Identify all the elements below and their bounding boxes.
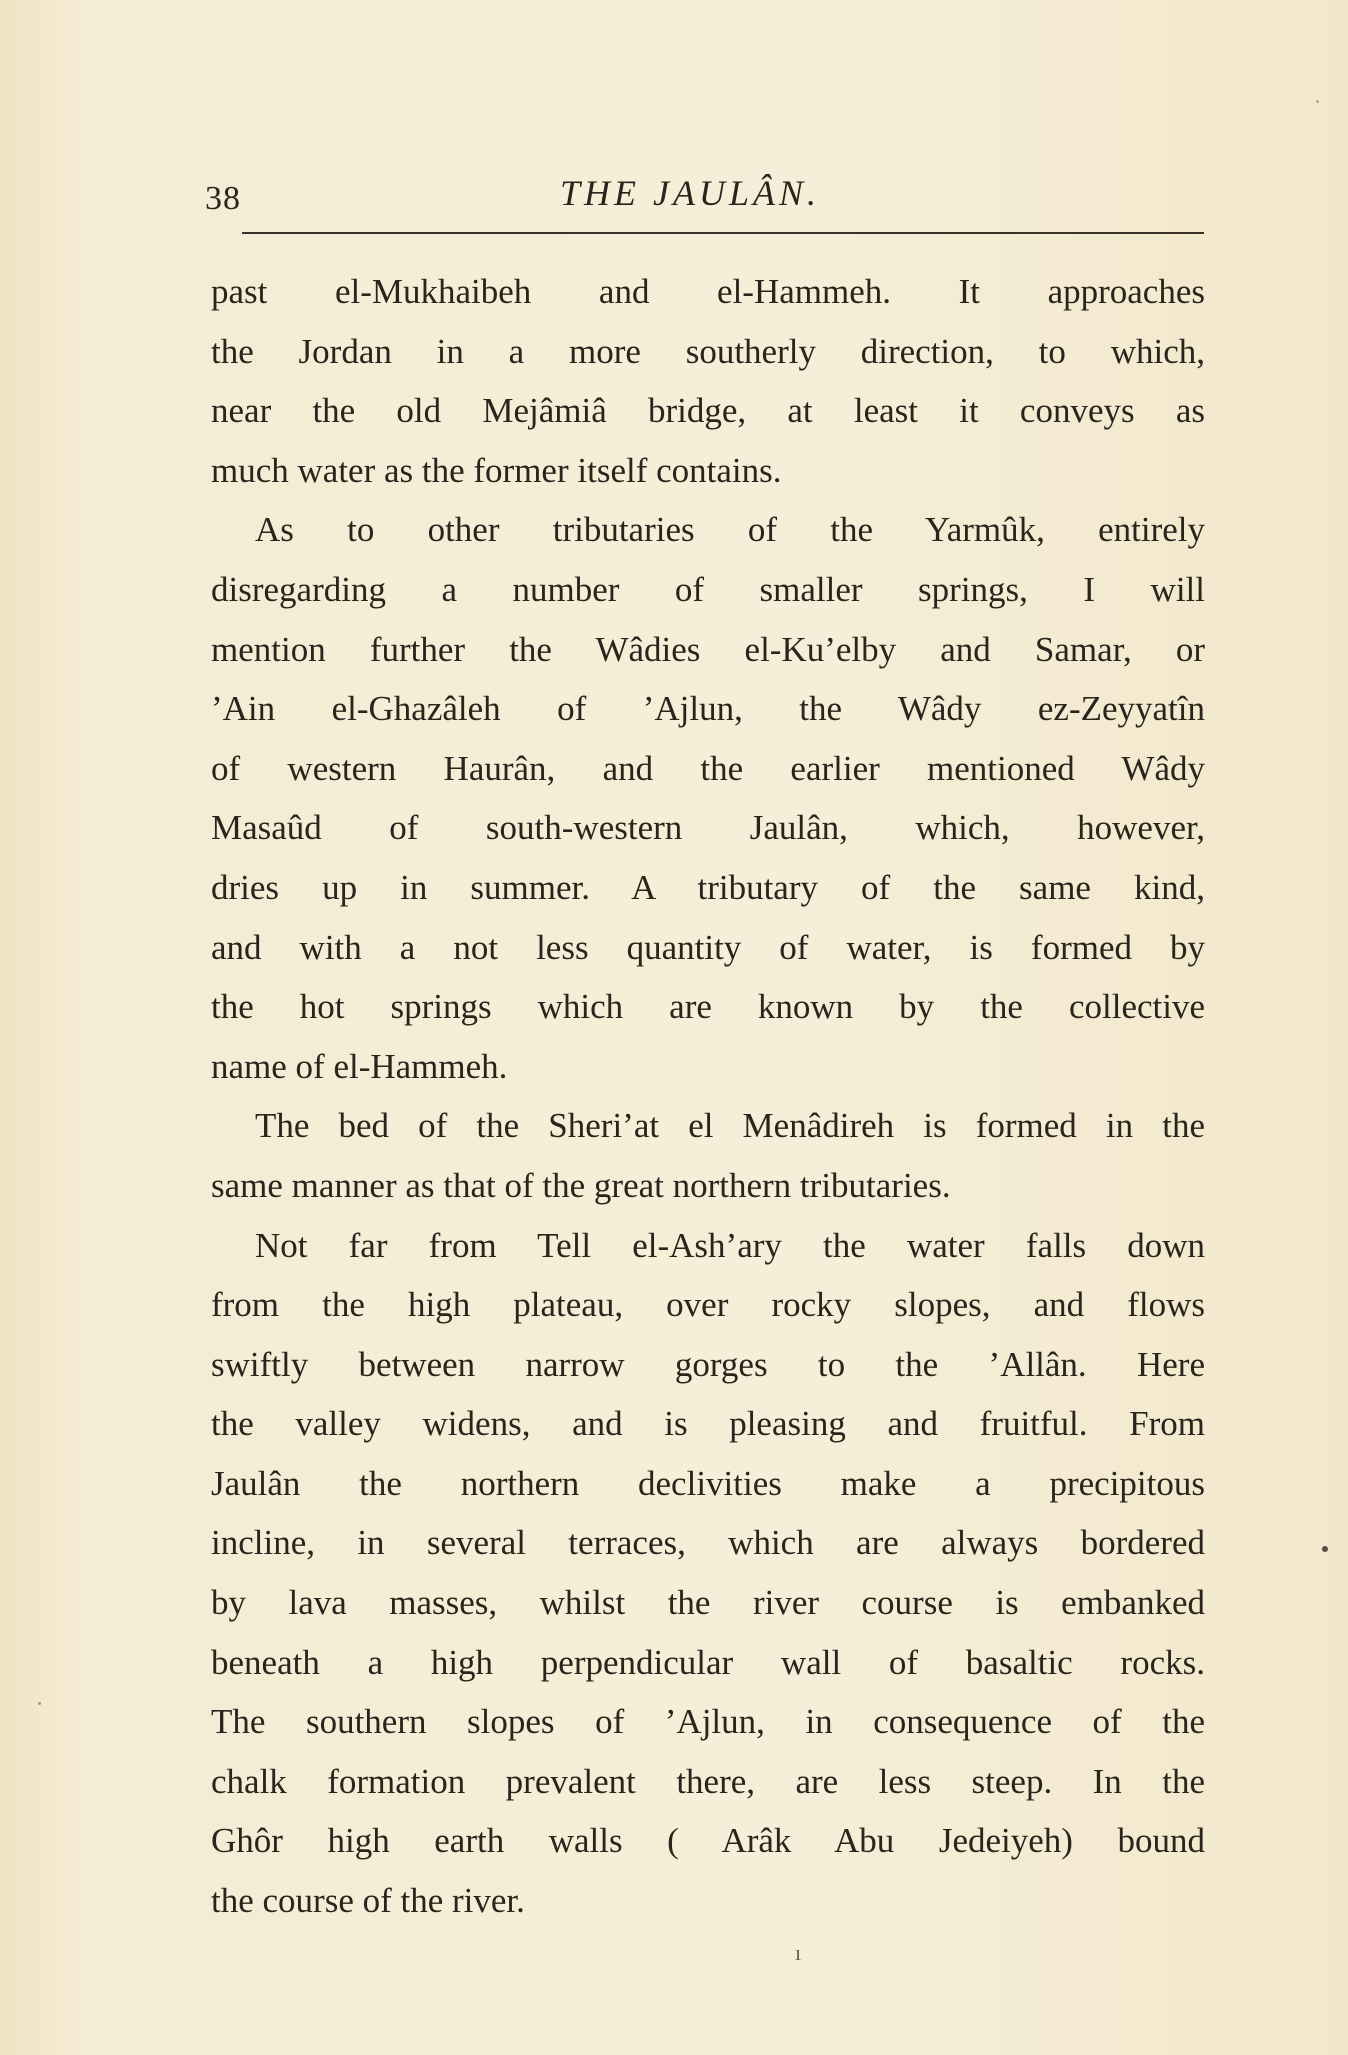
text-line: the course of the river.	[211, 1881, 525, 1921]
paper-speck	[1316, 100, 1319, 103]
footer-mark: ı	[795, 1940, 802, 1965]
text-line: name of el-Hammeh.	[211, 1046, 508, 1086]
paper-speck	[38, 1702, 41, 1705]
page-header	[205, 168, 1205, 228]
text-line: Masaûd of south-western Jaulân, which, however,	[211, 808, 1205, 848]
text-line: by lava masses, whilst the river course is embanked	[211, 1583, 1205, 1623]
text-line: from the high plateau, over rocky slopes, and flows	[211, 1285, 1205, 1325]
text-line: Jaulân the northern declivities make a precipitous	[211, 1463, 1205, 1503]
text-line: Ghôr high earth walls ( Arâk Abu Jedeiyeh) bound	[211, 1821, 1205, 1861]
text-line: mention further the Wâdies el-Ku’elby and Samar, or	[211, 629, 1205, 669]
text-line: ’Ain el-Ghazâleh of ’Ajlun, the Wâdy ez-Zeyyatîn	[211, 689, 1205, 729]
text-line: beneath a high perpendicular wall of basaltic rocks.	[211, 1642, 1205, 1682]
body-text	[211, 262, 1205, 1931]
text-line: swiftly between narrow gorges to the ’Allân. Here	[211, 1344, 1205, 1384]
paragraph-bed	[211, 1096, 1205, 1215]
text-line: same manner as that of the great northern tributaries.	[211, 1165, 951, 1205]
text-line: incline, in several terraces, which are always bordered	[211, 1523, 1205, 1563]
text-line: and with a not less quantity of water, is formed by	[211, 927, 1205, 967]
text-line: the valley widens, and is pleasing and fruitful. From	[211, 1404, 1205, 1444]
text-line: near the old Mejâmiâ bridge, at least it conveys as	[211, 391, 1205, 431]
running-title: THE JAULÂN.	[560, 173, 820, 213]
text-line: The bed of the Sheri’at el Menâdireh is formed in the	[255, 1106, 1205, 1146]
paragraph-continuation	[211, 262, 1205, 500]
page-number: 38	[205, 180, 241, 217]
text-line: disregarding a number of smaller springs, I will	[211, 569, 1205, 609]
text-line: much water as the former itself contains.	[211, 450, 782, 490]
text-line: the hot springs which are known by the collective	[211, 987, 1205, 1027]
paper-speck	[1322, 1546, 1328, 1552]
paragraph-tributaries	[211, 500, 1205, 1096]
text-line: The southern slopes of ’Ajlun, in consequence of the	[211, 1702, 1205, 1742]
text-line: dries up in summer. A tributary of the same kind,	[211, 867, 1205, 907]
text-line: past el-Mukhaibeh and el-Hammeh. It approaches	[211, 272, 1205, 311]
text-line: chalk formation prevalent there, are less steep. In the	[211, 1761, 1205, 1801]
text-line: the Jordan in a more southerly direction, to which,	[211, 331, 1205, 371]
paragraph-course	[211, 1216, 1205, 1931]
text-line: Not far from Tell el-Ash’ary the water falls down	[255, 1225, 1205, 1265]
text-line: of western Haurân, and the earlier mentioned Wâdy	[211, 748, 1205, 788]
header-rule	[242, 232, 1204, 234]
text-line: As to other tributaries of the Yarmûk, entirely	[255, 510, 1205, 550]
